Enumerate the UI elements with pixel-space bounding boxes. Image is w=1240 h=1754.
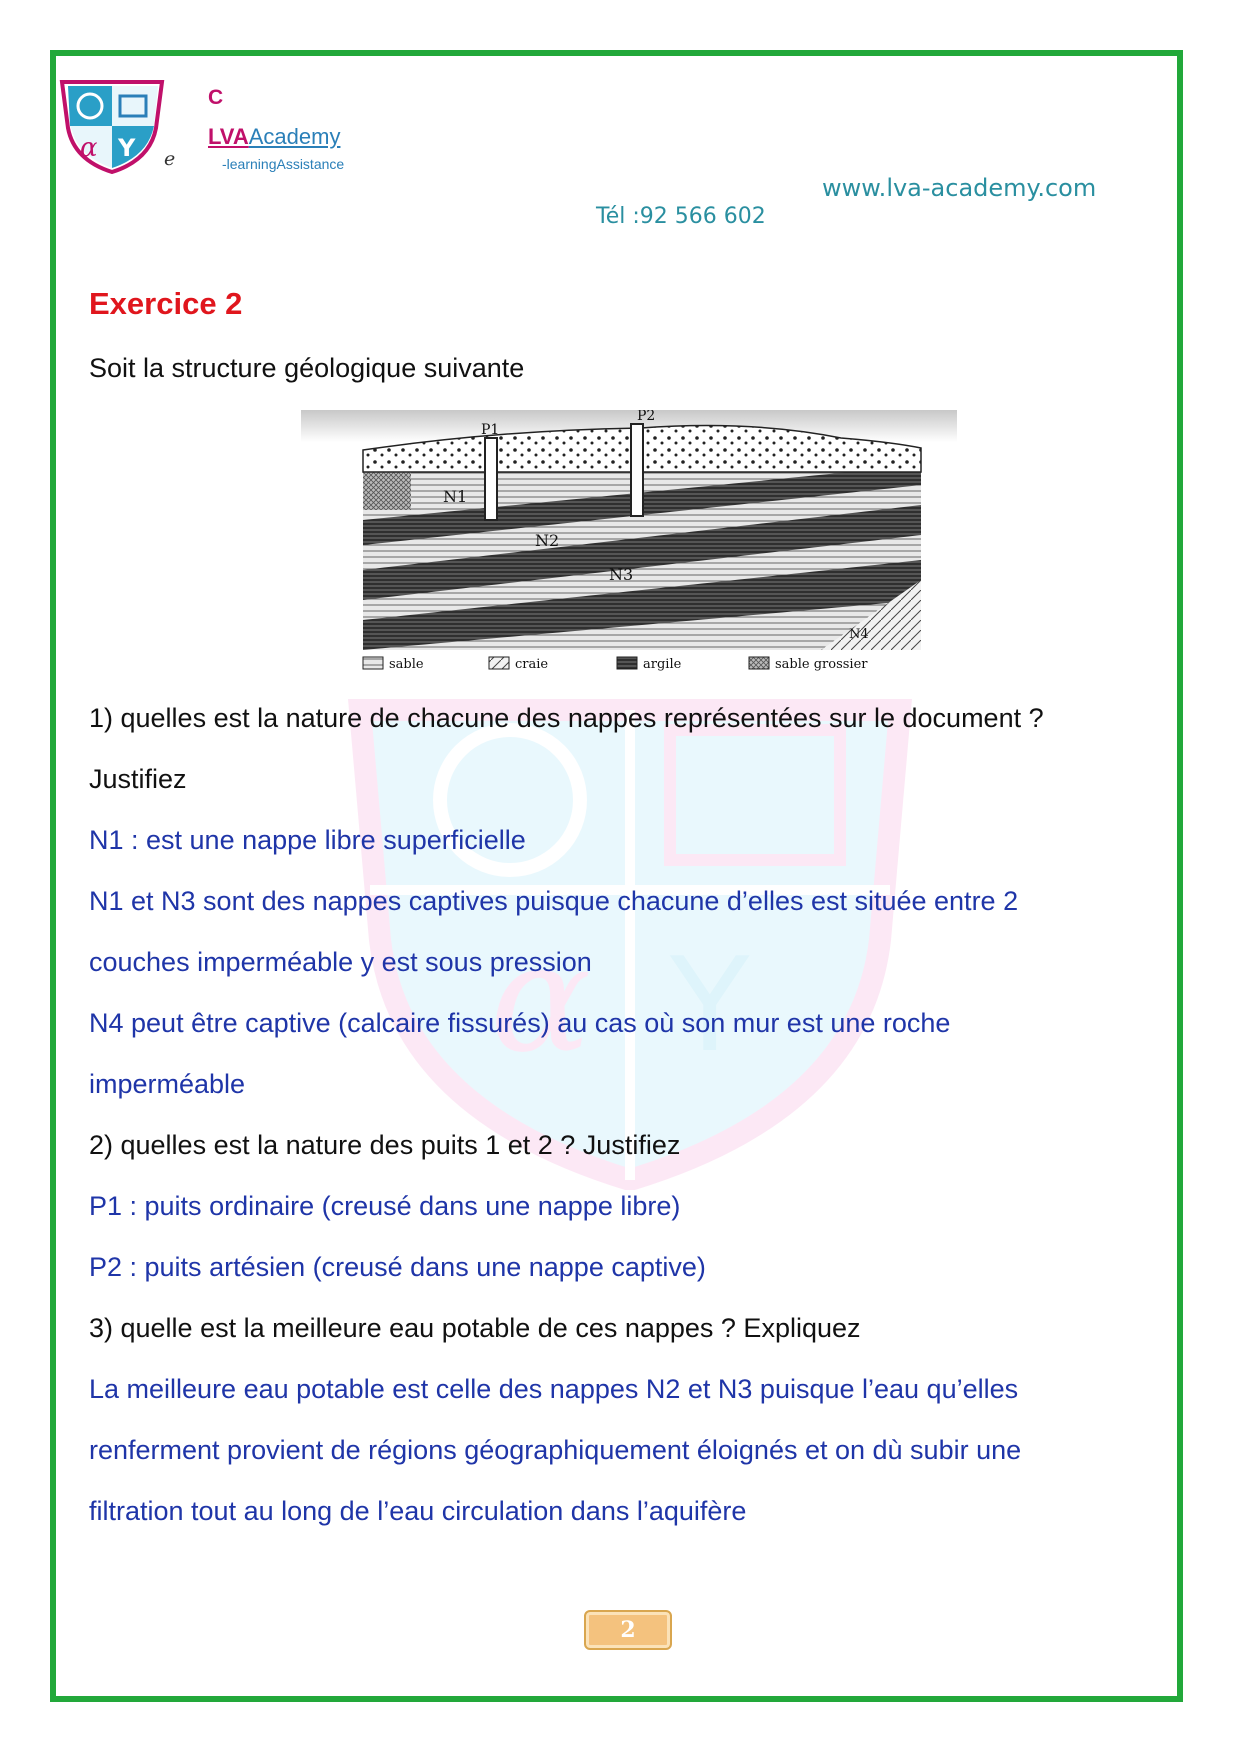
answer-3-line-3: filtration tout au long de l’eau circulation dans l’aquifère [89, 1496, 747, 1526]
exercise-title: Exercice 2 [89, 286, 243, 321]
geology-diagram [301, 410, 957, 675]
layer-label-n4: N4 [849, 627, 869, 642]
question-2: 2) quelles est la nature des puits 1 et 2 ? Justifiez [89, 1130, 681, 1160]
answer-1-line-2: N1 et N3 sont des nappes captives puisque chacune d’elles est située entre 2 [89, 886, 1019, 916]
answer-2-line-2: P2 : puits artésien (creusé dans une nappe captive) [89, 1252, 706, 1282]
lva-logo [58, 78, 166, 174]
page-number-badge: 2 [584, 1610, 672, 1650]
svg-text:Y: Y [118, 134, 136, 162]
legend-sable-grossier: sable grossier [775, 657, 868, 672]
answer-1-line-1: N1 : est une nappe libre superficielle [89, 825, 526, 855]
answer-1-line-3: couches imperméable y est sous pression [89, 947, 592, 977]
legend-craie: craie [515, 657, 549, 672]
legend-argile: argile [643, 657, 682, 672]
answer-1-line-4: N4 peut être captive (calcaire fissurés) au cas où son mur est une roche [89, 1008, 951, 1038]
brand-letter: C [208, 86, 224, 109]
answer-2-line-1: P1 : puits ordinaire (creusé dans une nappe libre) [89, 1191, 681, 1221]
svg-text:Y: Y [670, 929, 750, 1081]
answer-1-line-5: imperméable [89, 1069, 246, 1099]
logo-e-mark: e [164, 148, 176, 170]
layer-label-n3: N3 [609, 565, 634, 584]
exercise-intro: Soit la structure géologique suivante [89, 353, 525, 383]
answer-3-line-2: renferment provient de régions géographiquement éloignés et on dù subir une [89, 1435, 1022, 1465]
well-label-p2: P2 [637, 410, 656, 424]
brand-name [208, 124, 340, 150]
answer-3-line-1: La meilleure eau potable est celle des nappes N2 et N3 puisque l’eau qu’elles [89, 1374, 1019, 1404]
brand-academy: Academy [248, 124, 341, 149]
watermark-logo [340, 690, 920, 1190]
question-1-line-2: Justifiez [89, 764, 187, 794]
layer-label-n1: N1 [443, 487, 468, 506]
question-1-line-1: 1) quelles est la nature de chacune des nappes représentées sur le document ? [89, 703, 1044, 733]
well-label-p1: P1 [481, 422, 500, 438]
legend-sable: sable [389, 657, 424, 672]
brand-lva: LVA [208, 124, 249, 149]
svg-text:α: α [490, 912, 592, 1086]
question-3: 3) quelle est la meilleure eau potable de ces nappes ? Expliquez [89, 1313, 861, 1343]
svg-text:α: α [80, 133, 98, 163]
layer-label-n2: N2 [535, 531, 560, 550]
brand-tagline: -learningAssistance [222, 156, 345, 172]
website-link[interactable]: www.lva-academy.com [822, 174, 1097, 202]
phone-number: Tél :92 566 602 [596, 204, 766, 229]
